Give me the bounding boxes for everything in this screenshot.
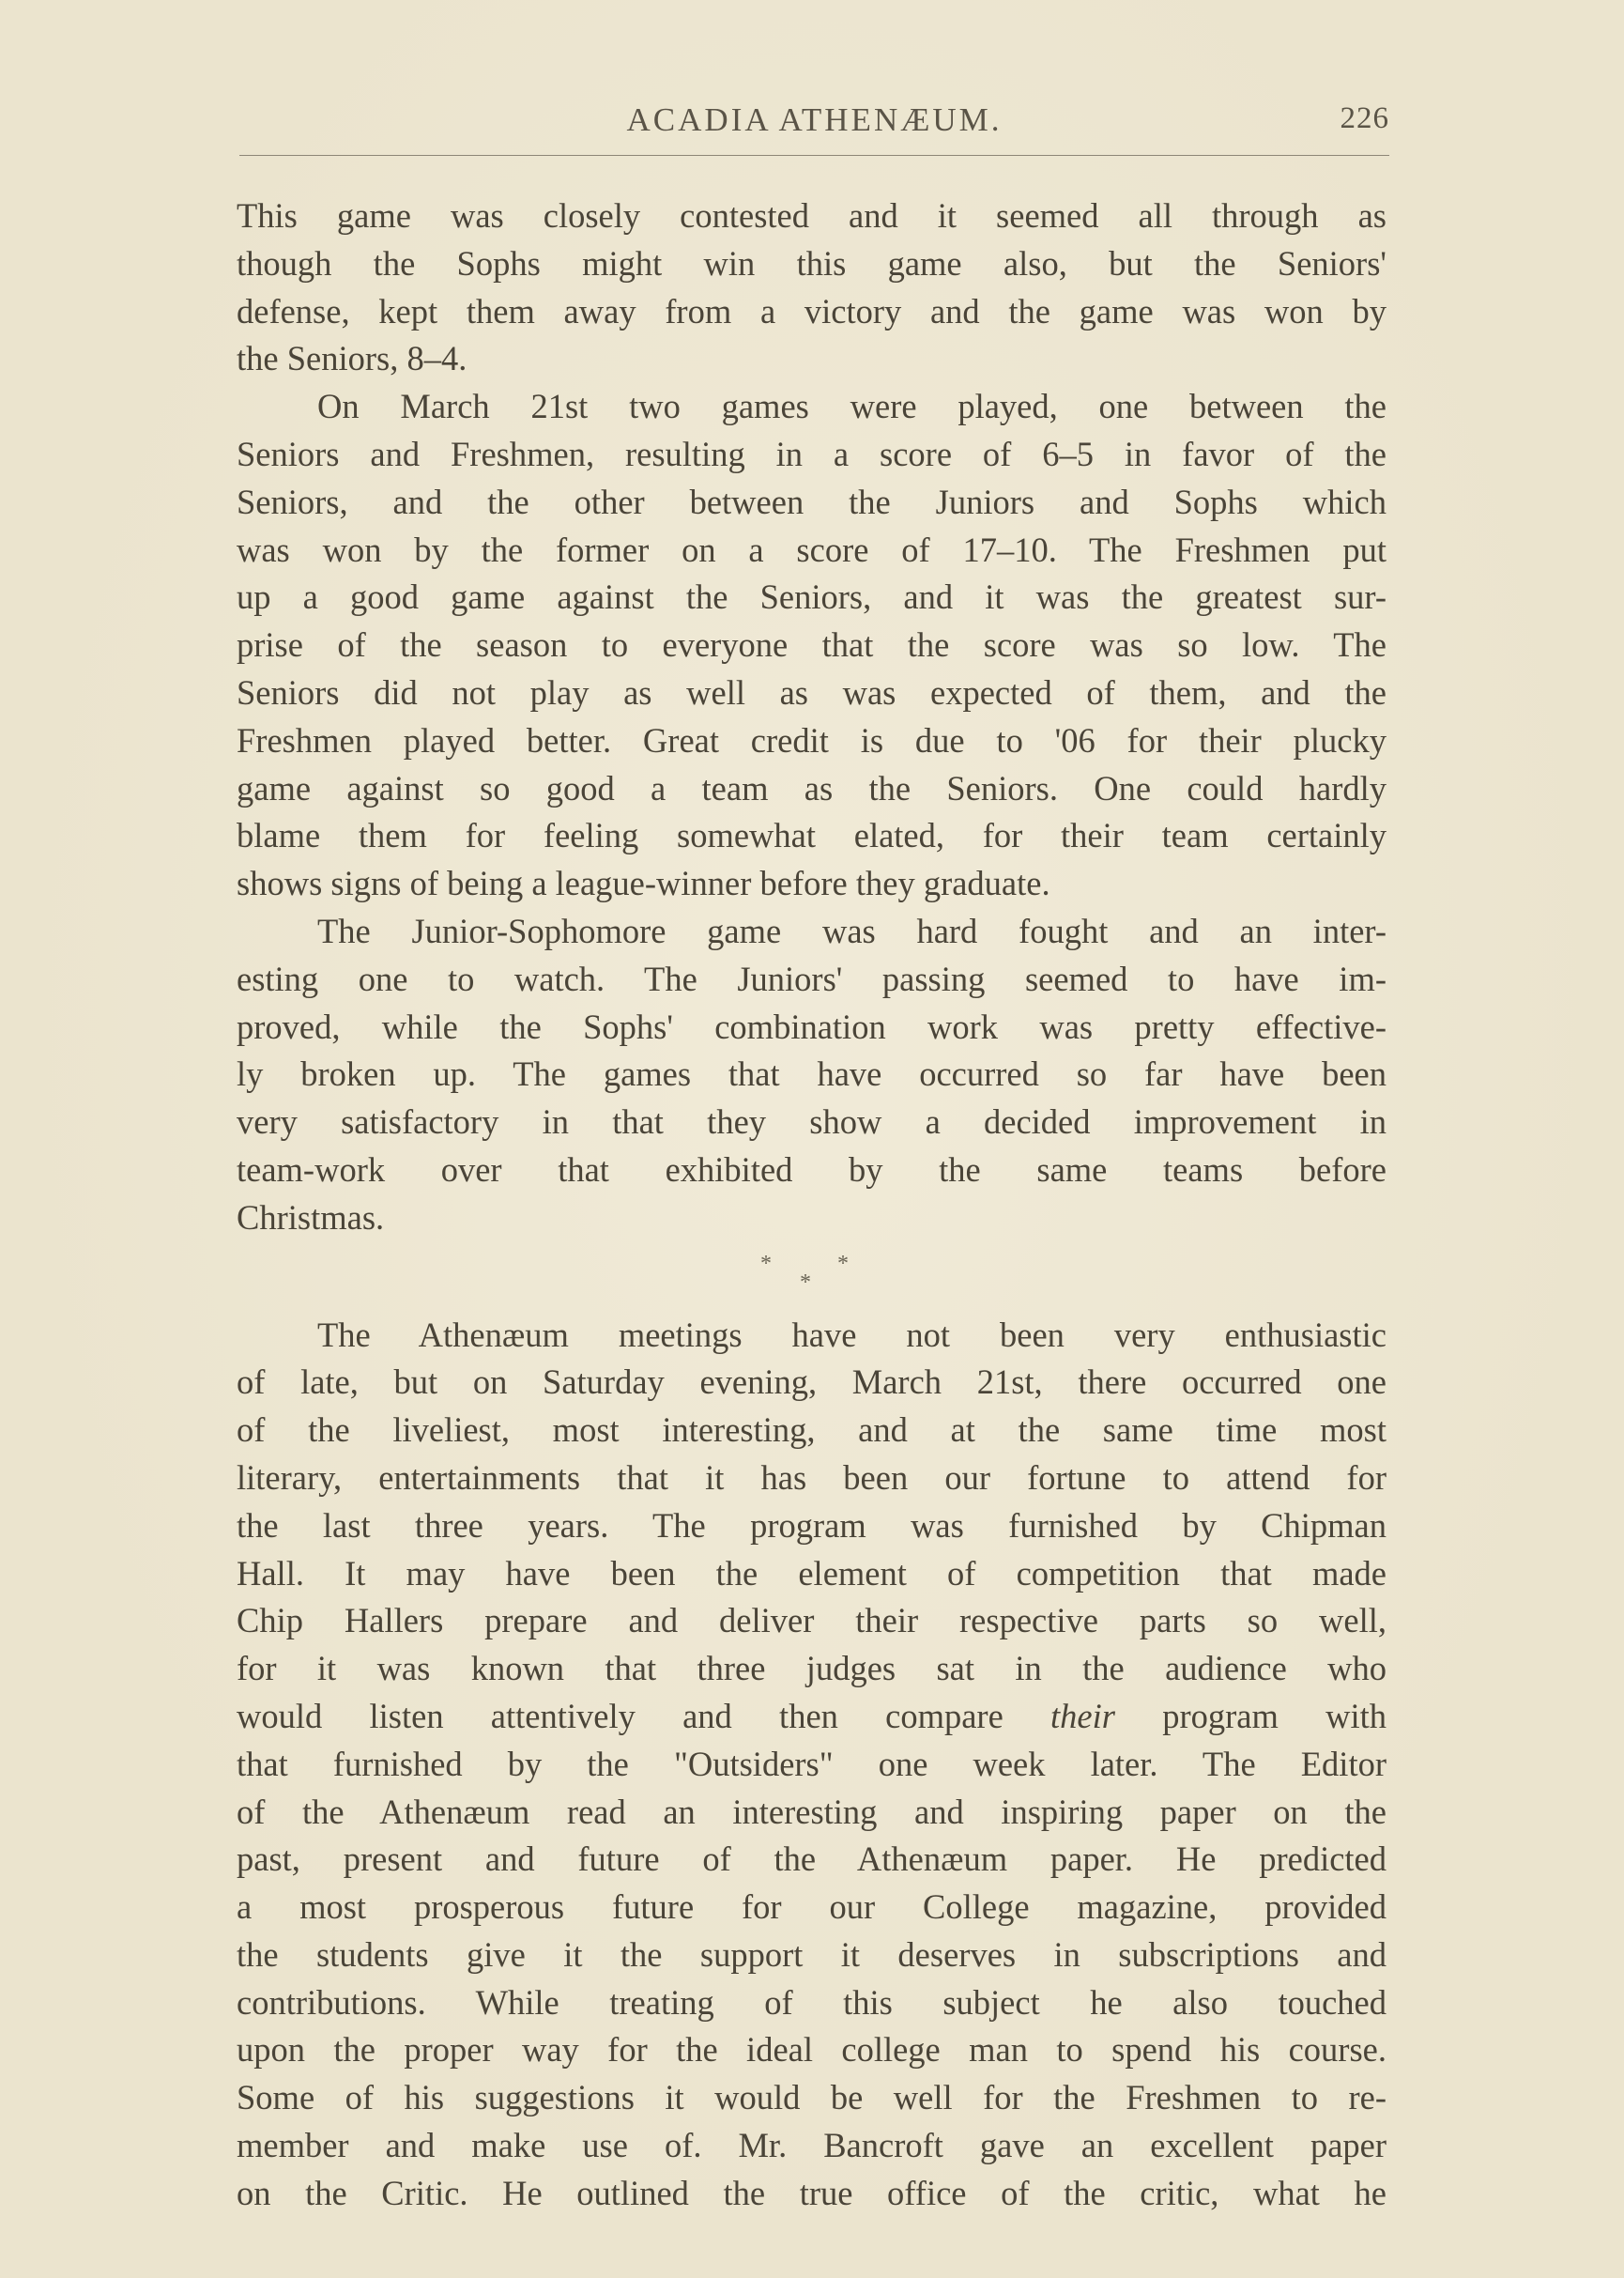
- header-rule: [239, 155, 1389, 156]
- text-line: The Junior-Sophomore game was hard fought and an inter-: [317, 911, 1387, 950]
- text-line: the Seniors, 8–4.: [237, 339, 467, 378]
- text-line: was won by the former on a score of 17–10. The Freshmen put: [237, 530, 1387, 569]
- text-line: defense, kept them away from a victory and the game was won by: [237, 291, 1387, 331]
- text-line: the last three years. The program was furnished by Chipman: [237, 1505, 1387, 1545]
- text-line: for it was known that three judges sat in the audience who: [237, 1649, 1387, 1688]
- paragraph-game-contested: [237, 192, 1387, 383]
- text-line: on the Critic. He outlined the true office of the critic, what he: [237, 2173, 1387, 2212]
- text-line: the students give it the support it deserves in subscriptions and: [237, 1934, 1387, 1974]
- paragraph-athenaeum-meetings: [237, 1312, 1387, 2218]
- page-header: [239, 101, 1389, 158]
- text-line: contributions. While treating of this subject he also touched: [237, 1982, 1387, 2022]
- text-line: On March 21st two games were played, one between the: [317, 387, 1387, 426]
- text-line: shows signs of being a league-winner before they graduate.: [237, 864, 1050, 903]
- text-line: past, present and future of the Athenæum paper. He predicted: [237, 1839, 1387, 1879]
- text-line: Seniors, and the other between the Juniors and Sophs which: [237, 482, 1387, 521]
- text-line: Hall. It may have been the element of competition that made: [237, 1553, 1387, 1593]
- text-run: program with: [1114, 1696, 1387, 1735]
- text-line: Some of his suggestions it would be well for the Freshmen to re-: [237, 2078, 1387, 2117]
- text-line: proved, while the Sophs' combination work was pretty effective-: [237, 1007, 1387, 1046]
- text-line: of the Athenæum read an interesting and inspiring paper on the: [237, 1792, 1387, 1831]
- text-line: ly broken up. The games that have occurred so far have been: [237, 1054, 1387, 1094]
- text-line: a most prosperous future for our College magazine, provided: [237, 1887, 1387, 1927]
- text-line: of late, but on Saturday evening, March 21st, there occurred one: [237, 1362, 1387, 1402]
- text-line: though the Sophs might win this game also, but the Seniors': [237, 243, 1387, 283]
- text-line: up a good game against the Seniors, and it was the greatest sur-: [237, 577, 1387, 617]
- text-line: esting one to watch. The Juniors' passing seemed to have im-: [237, 959, 1387, 998]
- text-line: blame them for feeling somewhat elated, for their team certainly: [237, 816, 1387, 855]
- text-line: very satisfactory in that they show a decided improvement in: [237, 1102, 1387, 1142]
- text-line: Seniors did not play as well as was expected of them, and the: [237, 672, 1387, 712]
- text-line: This game was closely contested and it seemed all through as: [237, 196, 1387, 235]
- running-title: ACADIA ATHENÆUM.: [626, 101, 1003, 138]
- text-line: The Athenæum meetings have not been very enthusiastic: [317, 1315, 1387, 1354]
- text-line: of the liveliest, most interesting, and at the same time most: [237, 1410, 1387, 1450]
- asterisk-mark: *: [760, 1251, 772, 1276]
- italic-word: their: [1050, 1696, 1115, 1735]
- text-line: upon the proper way for the ideal college man to spend his course.: [237, 2030, 1387, 2070]
- text-line: that furnished by the "Outsiders" one week later. The Editor: [237, 1744, 1387, 1783]
- asterisk-mark: *: [800, 1270, 811, 1295]
- text-run: would listen attentively and then compare: [237, 1696, 1051, 1735]
- asterisk-mark: *: [837, 1251, 849, 1276]
- text-line: Christmas.: [237, 1197, 385, 1237]
- paragraph-junior-sophomore: [237, 908, 1387, 1242]
- text-line: member and make use of. Mr. Bancroft gave an excellent paper: [237, 2126, 1387, 2165]
- text-line: literary, entertainments that it has been our fortune to attend for: [237, 1457, 1387, 1497]
- text-line: Freshmen played better. Great credit is due to '06 for their plucky: [237, 720, 1387, 760]
- page-number: 226: [1340, 101, 1389, 135]
- article-body: [237, 192, 1387, 2218]
- paragraph-march-games: [237, 383, 1387, 908]
- text-line: Seniors and Freshmen, resulting in a score of 6–5 in favor of the: [237, 434, 1387, 473]
- text-line: Chip Hallers prepare and deliver their respective parts so well,: [237, 1601, 1387, 1640]
- asterism-divider: [237, 1242, 1387, 1312]
- text-line: prise of the season to everyone that the score was so low. The: [237, 625, 1387, 665]
- text-line: [237, 1693, 1387, 1741]
- text-line: game against so good a team as the Seniors. One could hardly: [237, 768, 1387, 808]
- text-line: team-work over that exhibited by the same teams before: [237, 1149, 1387, 1189]
